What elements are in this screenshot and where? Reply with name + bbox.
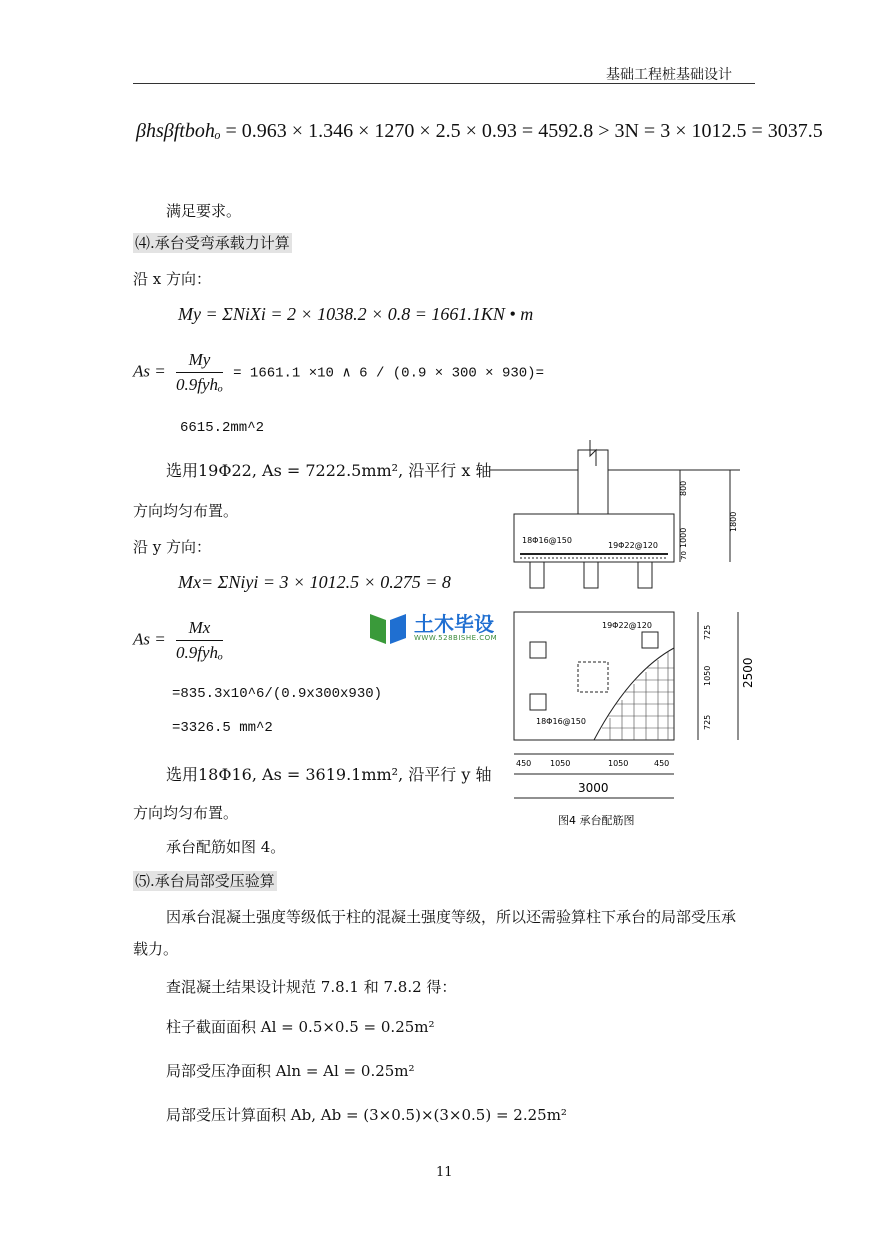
- text-satisfied: 满足要求。: [166, 202, 242, 220]
- dim-800: 800: [679, 480, 688, 496]
- column-break-mark: [590, 440, 596, 466]
- column-outline: [578, 450, 608, 514]
- y-direction-label: 沿 y 方向：: [133, 538, 212, 556]
- plan-dim-2500: 2500: [741, 657, 755, 688]
- plan-dim-725b: 725: [703, 714, 712, 730]
- as-x-fraction: [176, 350, 223, 395]
- x-direction-label: 沿 x 方向：: [133, 270, 211, 288]
- plan-column: [578, 662, 608, 692]
- calc-area: 局部受压计算面积 Ab, Ab = (3×0.5)×(3×0.5) = 2.25m²: [166, 1106, 567, 1124]
- as-x-denominator: 0.9fyhₒ: [175, 375, 223, 394]
- plan-pile-1: [530, 642, 546, 658]
- plan-dim-1050v: 1050: [703, 665, 712, 686]
- page-number: 11: [436, 1165, 453, 1180]
- plan-dim-h-1050b: 1050: [608, 759, 629, 768]
- as-x-result: 6615.2mm^2: [180, 420, 265, 436]
- rebar-note: 承台配筋如图 4。: [166, 838, 286, 856]
- as-y-denominator: 0.9fyhₒ: [175, 643, 223, 662]
- section-4-title: ⑷.承台受弯承载力计算: [135, 234, 290, 252]
- plan-dim-h-450a: 450: [516, 759, 532, 768]
- choose-x-text: 选用19Φ22, As = 7222.5mm², 沿平行 x 轴: [166, 461, 492, 480]
- pile-2: [584, 562, 598, 588]
- logo-text: 土木毕设: [414, 612, 494, 636]
- as-y-equation: [133, 618, 229, 663]
- code-reference: 查混凝土结果设计规范 7.8.1 和 7.8.2 得：: [166, 978, 457, 996]
- page-header-title: 基础工程桩基础设计: [606, 67, 732, 83]
- as-y-calc: =835.3x10^6/(0.9x300x930): [172, 686, 383, 702]
- as-y-lhs: As =: [133, 629, 166, 649]
- plan-dim-h-450b: 450: [654, 759, 670, 768]
- eq1-rhs: = 0.963 × 1.346 × 1270 × 2.5 × 0.93 = 4592.8 > 3N = 3 × 1012.5 = 3037.5: [225, 120, 823, 142]
- paragraph-5-continued: 载力。: [133, 940, 179, 958]
- as-y-result: =3326.5 mm^2: [172, 720, 273, 736]
- plan-dim-3000: 3000: [578, 781, 609, 795]
- as-y-numerator: Mx: [176, 618, 223, 641]
- rebar-grid-lines: [602, 652, 674, 740]
- pile-1: [530, 562, 544, 588]
- choose-y-continued: 方向均匀布置。: [133, 804, 239, 822]
- as-x-equation: [133, 350, 544, 395]
- elev-rebar1-label: 18Φ16@150: [522, 536, 572, 545]
- eq1-lhs: βhsβftbohₒ: [136, 120, 221, 142]
- plan-rebar-top-label: 19Φ22@120: [602, 621, 652, 630]
- as-x-lhs: As =: [133, 361, 166, 381]
- dim-1000: 1000: [679, 527, 688, 548]
- dim-1800: 1800: [729, 511, 738, 532]
- plan-dim-725a: 725: [703, 624, 712, 640]
- header-rule: [133, 83, 755, 84]
- watermark-logo: [366, 608, 497, 648]
- section-5-title: ⑸.承台局部受压验算: [135, 872, 275, 890]
- plan-dim-h-1050a: 1050: [550, 759, 571, 768]
- my-equation: My = ΣNiXi = 2 × 1038.2 × 0.8 = 1661.1KN • m: [178, 304, 534, 324]
- logo-subtext: WWW.528BISHE.COM: [414, 634, 498, 642]
- as-x-rhs: = 1661.1 ×10 ∧ 6 / (0.9 × 300 × 930)=: [233, 365, 544, 382]
- pile-3: [638, 562, 652, 588]
- figure-4-drawing: [490, 436, 760, 836]
- paragraph-5: 因承台混凝土强度等级低于柱的混凝土强度等级，所以还需验算柱下承台的局部受压承: [166, 908, 737, 926]
- dim-70: 70: [680, 551, 688, 560]
- plan-pile-3: [530, 694, 546, 710]
- as-x-numerator: My: [176, 350, 223, 373]
- plan-pile-2: [642, 632, 658, 648]
- mx-equation: Mx= ΣNiyi = 3 × 1012.5 × 0.275 = 8: [178, 572, 451, 592]
- book-icon: [366, 608, 410, 648]
- elev-rebar2-label: 19Φ22@120: [608, 541, 658, 550]
- equation-shear-check: [136, 120, 823, 143]
- net-area: 局部受压净面积 Aln = Al = 0.25m²: [166, 1062, 415, 1080]
- figure-caption: 图4 承台配筋图: [558, 814, 635, 827]
- plan-rebar-bottom-label: 18Φ16@150: [536, 717, 586, 726]
- choose-x-continued: 方向均匀布置。: [133, 502, 239, 520]
- choose-y-text: 选用18Φ16, As = 3619.1mm², 沿平行 y 轴: [166, 765, 492, 784]
- column-area: 柱子截面面积 Al = 0.5×0.5 = 0.25m²: [166, 1018, 435, 1036]
- as-y-fraction: [176, 618, 223, 663]
